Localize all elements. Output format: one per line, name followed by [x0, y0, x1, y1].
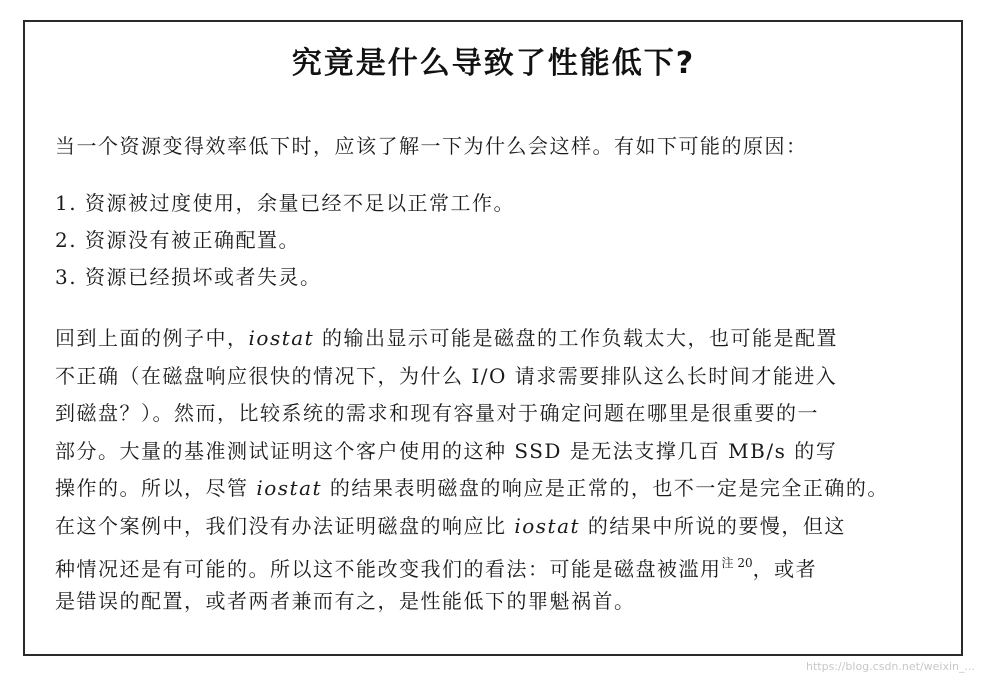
- text-run: 在这个案例中，我们没有办法证明磁盘的响应比: [55, 513, 515, 538]
- command-name: iostat: [256, 476, 323, 500]
- body-line: [55, 545, 935, 583]
- body-line: [55, 320, 935, 358]
- footnote-marker: 注 20: [721, 556, 753, 570]
- body-line: 部分。大量的基准测试证明这个客户使用的这种 SSD 是无法支撑几百 MB/s 的写: [55, 438, 838, 463]
- command-name: iostat: [248, 326, 315, 350]
- intro-paragraph: 当一个资源变得效率低下时，应该了解一下为什么会这样。有如下可能的原因：: [55, 134, 808, 158]
- command-name: iostat: [514, 513, 581, 538]
- body-line: 不正确（在磁盘响应很快的情况下，为什么 I/O 请求需要排队这么长时间才能进入: [55, 363, 838, 388]
- text-run: 种情况还是有可能的。所以这不能改变我们的看法：可能是磁盘被滥用: [55, 557, 722, 581]
- text-run: ，或者: [752, 557, 818, 581]
- text-run: 的输出显示可能是磁盘的工作负载太大，也可能是配置: [314, 326, 839, 350]
- watermark: https://blog.csdn.net/weixin_...: [805, 660, 975, 673]
- body-line: [55, 508, 935, 546]
- text-run: 的结果中所说的要慢，但这: [580, 513, 846, 538]
- box-title: 究竟是什么导致了性能低下?: [291, 46, 696, 81]
- list-item: 3. 资源已经损坏或者失灵。: [55, 265, 322, 289]
- reasons-list: [55, 185, 935, 296]
- body-line: 到磁盘？）。然而，比较系统的需求和现有容量对于确定问题在哪里是很重要的一: [55, 401, 819, 425]
- list-item: 2. 资源没有被正确配置。: [55, 228, 300, 252]
- body-line: 是错误的配置，或者两者兼而有之，是性能低下的罪魁祸首。: [55, 588, 636, 613]
- list-item: 1. 资源被过度使用，余量已经不足以正常工作。: [55, 191, 515, 215]
- text-run: 的结果表明磁盘的响应是正常的，也不一定是完全正确的。: [322, 476, 889, 500]
- body-paragraph: [55, 320, 935, 620]
- text-run: 回到上面的例子中，: [55, 326, 249, 350]
- body-line: [55, 470, 935, 508]
- text-run: 操作的。所以，尽管: [55, 476, 257, 500]
